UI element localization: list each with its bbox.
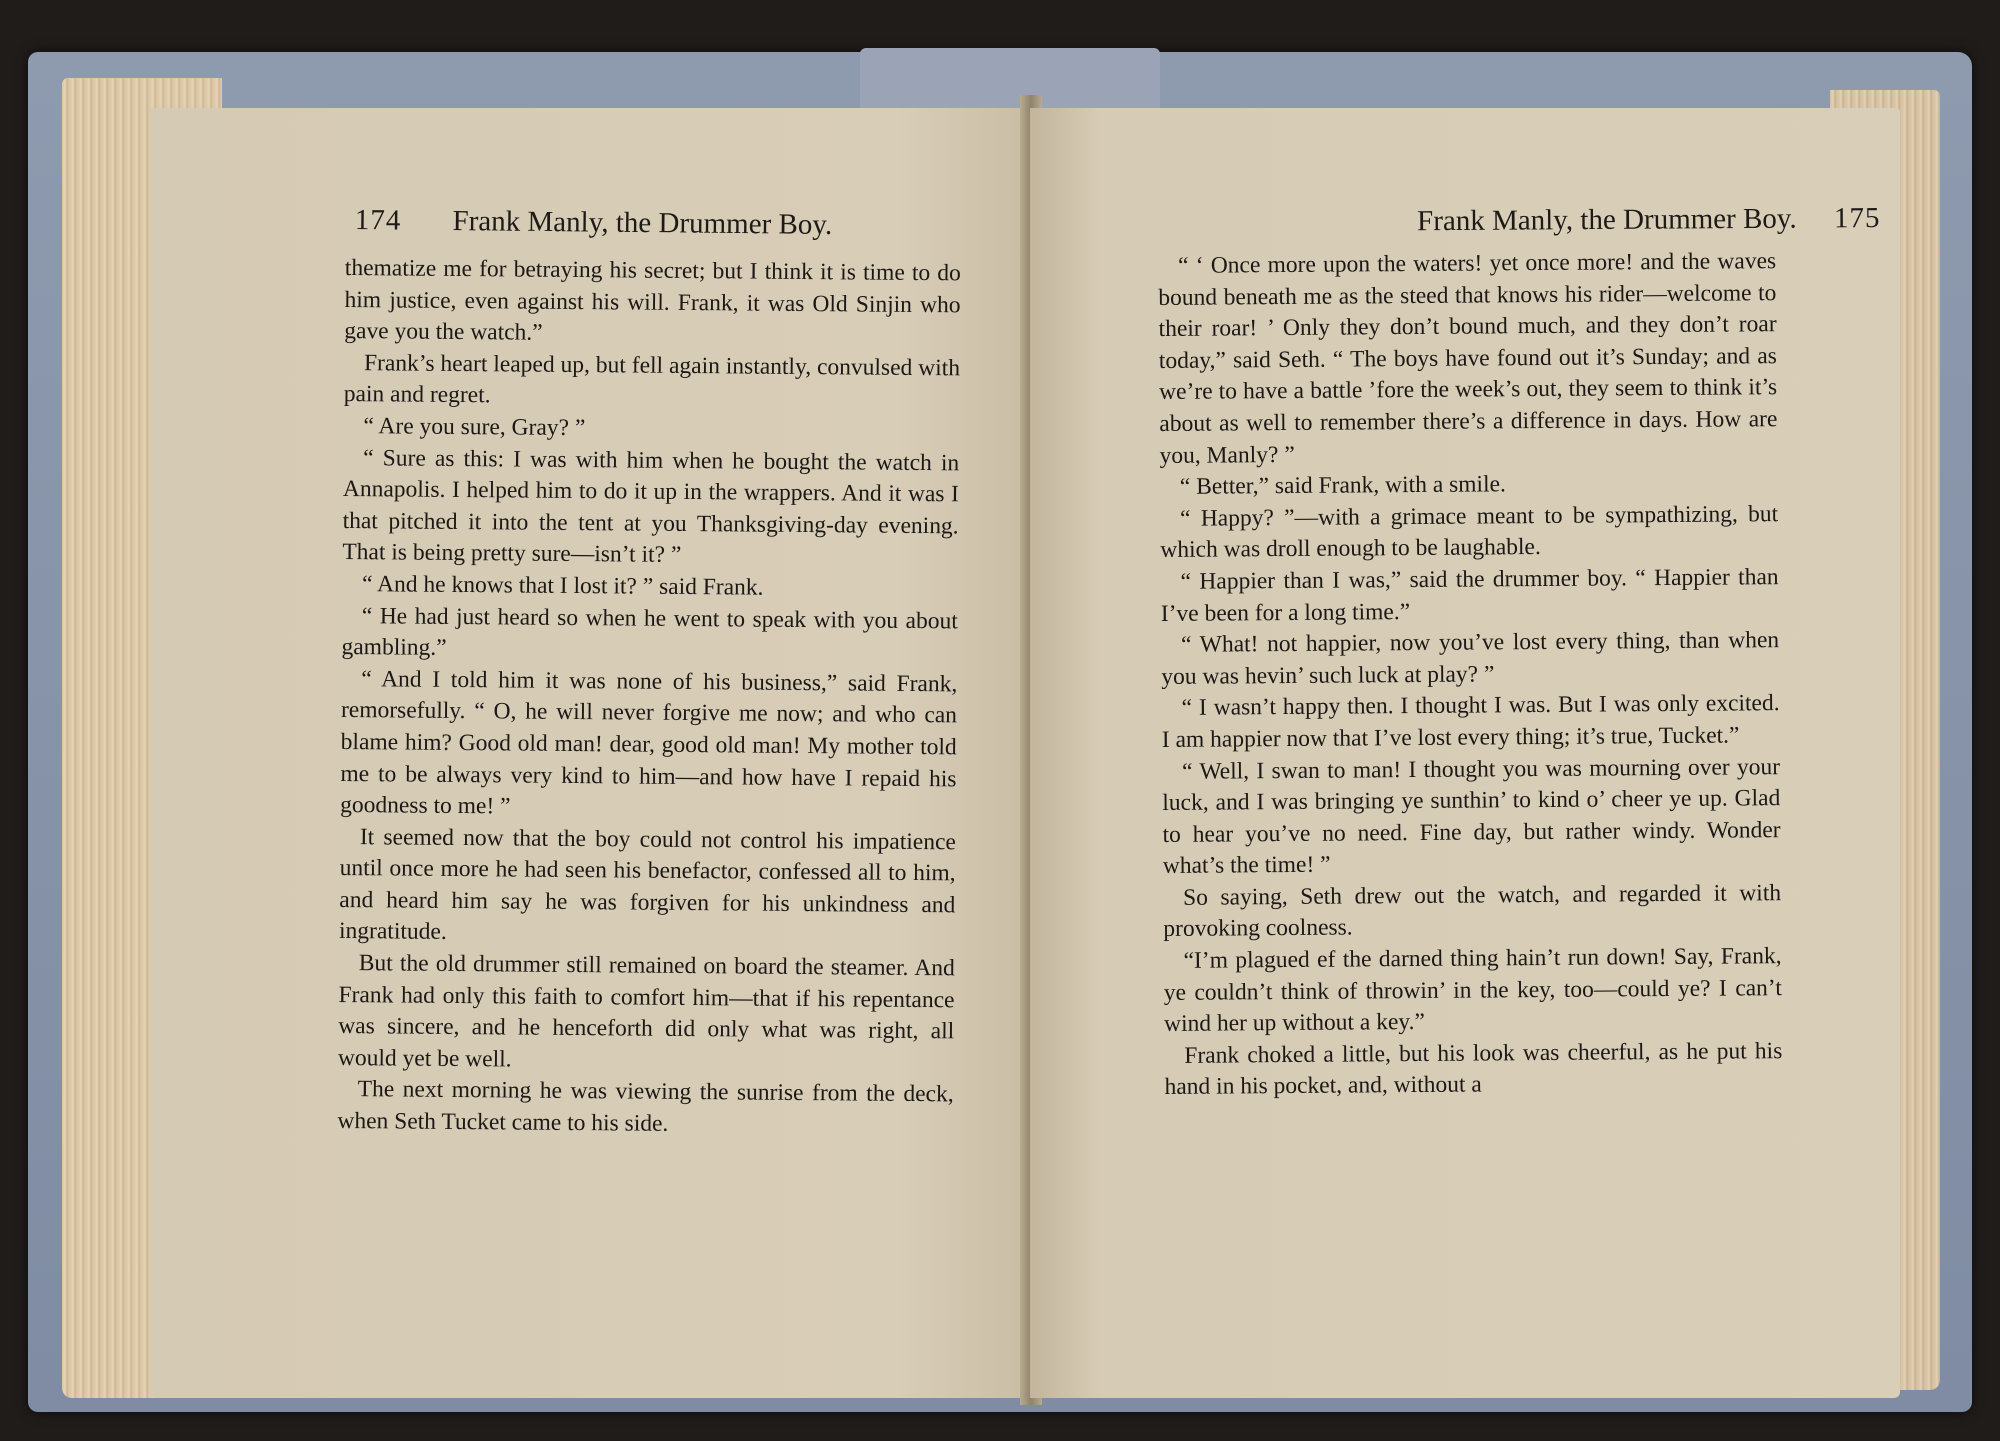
- left-page-body: [337, 253, 961, 1143]
- right-page: [1030, 108, 1900, 1398]
- right-running-head: [1417, 202, 1881, 238]
- paragraph: It seemed now that the boy could not control his impatience until once more he had seen his benefactor, confessed all to him, and heard him say he was forgiven for his unkindness and ingratitude.: [338, 823, 956, 946]
- paragraph: Frank’s heart leaped up, but fell again instantly, convulsed with pain and regret.: [343, 349, 961, 409]
- paragraph: “ Happy? ”—with a grimace meant to be sympathizing, but which was droll enough to be laughable.: [1160, 500, 1779, 564]
- paragraph: “ Sure as this: I was with him when he bought the watch in Annapolis. I helped him to do it up in the wrappers. And it was I that pitched it into the tent at you Thanksgiving-day evening. That is being pretty sure—isn’t it? ”: [342, 444, 960, 569]
- paragraph: “ And he knows that I lost it? ” said Frank.: [361, 571, 764, 601]
- paragraph: So saying, Seth drew out the watch, and regarded it with provoking coolness.: [1163, 880, 1782, 943]
- paragraph: thematize me for betraying his secret; but I think it is time to do him justice, even against his will. Frank, it was Old Sinjin who gave you the watch.”: [344, 254, 961, 346]
- paragraph: “ Better,” said Frank, with a smile.: [1179, 471, 1506, 500]
- running-head-title: Frank Manly, the Drummer Boy.: [1416, 202, 1797, 238]
- paragraph: Frank choked a little, but his look was cheerful, as he put his hand in his pocket, and, without a: [1164, 1037, 1783, 1101]
- paragraph: “ And I told him it was none of his business,” said Frank, remorsefully. “ O, he will never forgive me now; and who can blame him? Good old man! dear, good old man! My mother told me to be always very kind to him—and how have I repaid his goodness to me! ”: [340, 665, 958, 820]
- right-page-body: [1158, 246, 1783, 1104]
- left-running-head: [355, 204, 833, 242]
- paragraph: “ What! not happier, now you’ve lost every thing, than when you was hevin’ such luck at play? ”: [1161, 627, 1780, 690]
- paragraph: “ Are you sure, Gray? ”: [363, 413, 586, 442]
- paragraph: “ Happier than I was,” said the drummer boy. “ Happier than I’ve been for a long time.”: [1160, 564, 1779, 627]
- running-head-title: Frank Manly, the Drummer Boy.: [452, 205, 833, 241]
- paragraph: But the old drummer still remained on board the steamer. And Frank had only this faith to comfort him—that if his repentance was sincere, and he henceforth did only what was right, all would yet be well.: [337, 950, 955, 1073]
- paragraph: “I’m plagued ef the darned thing hain’t run down! Say, Frank, ye couldn’t think of throwin’ in the key, too—could ye? I can’t wind her up without a key.”: [1163, 943, 1782, 1038]
- page-number: 174: [354, 204, 402, 237]
- page-number: 175: [1833, 202, 1881, 235]
- paragraph: “ I wasn’t happy then. I thought I was. But I was only excited. I am happier now that I’ve lost every thing; it’s true, Tucket.”: [1161, 690, 1780, 753]
- paragraph: “ He had just heard so when he went to speak with you about gambling.”: [341, 602, 958, 662]
- paragraph: “ ‘ Once more upon the waters! yet once more! and the waves bound beneath me as the steed that knows his rider—welcome to their roar! ’ Only they don’t bound much, and they don’t roar today,” said Seth. “ The boys have found out it’s Sunday; and as we’re to have a battle ’fore the week’s out, they seem to think it’s about as well to remember there’s a difference in days. How are you, Manly? ”: [1158, 248, 1778, 469]
- paragraph: The next morning he was viewing the sunrise from the deck, when Seth Tucket came to his side.: [337, 1076, 954, 1137]
- paragraph: “ Well, I swan to man! I thought you was mourning over your luck, and I was bringing ye sunthin’ to kind o’ cheer ye up. Glad to hear you’ve no need. Fine day, but rather windy. Wonder what’s the time! ”: [1162, 753, 1781, 880]
- left-page: [150, 108, 1030, 1398]
